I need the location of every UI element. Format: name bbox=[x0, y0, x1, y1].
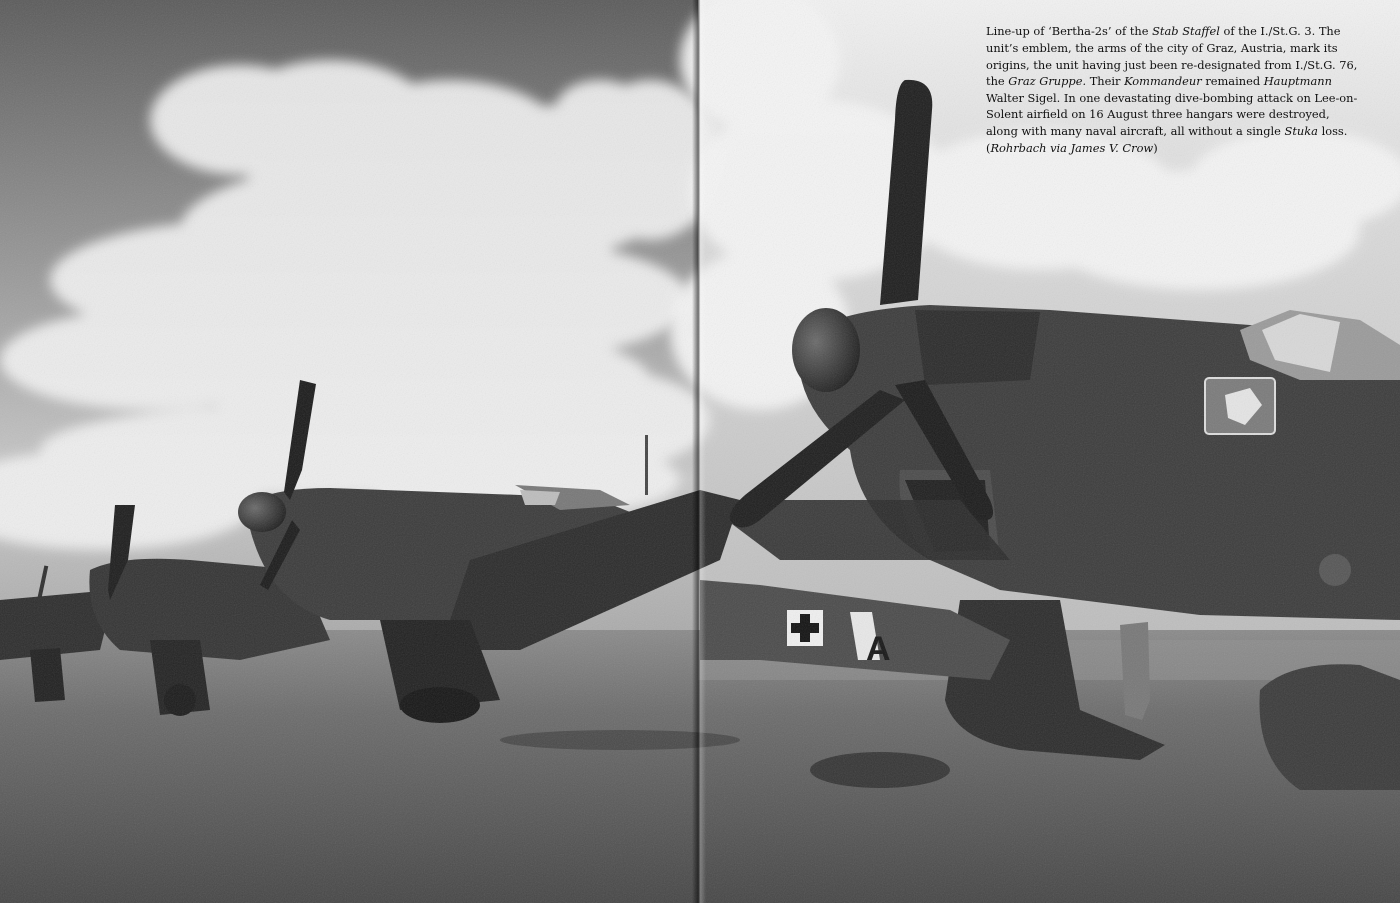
photo-caption: Line-up of ‘Bertha-2s’ of the Stab Staffel of the I./St.G. 3. The unit’s emblem, the arms of the city of Graz, Austria, mark its origins, the unit having just been re-designated from I./St.G. 76, the Graz Gruppe. Their Kommandeur remained Hauptmann Walter Sigel. In one devastating dive-bombing attack on Lee-on-Solent airfield on 16 August three hangars were destroyed, along with many naval aircraft, all without a single Stuka loss. (Rohrbach via James V. Crow) bbox=[986, 24, 1358, 155]
book-gutter bbox=[692, 0, 706, 903]
